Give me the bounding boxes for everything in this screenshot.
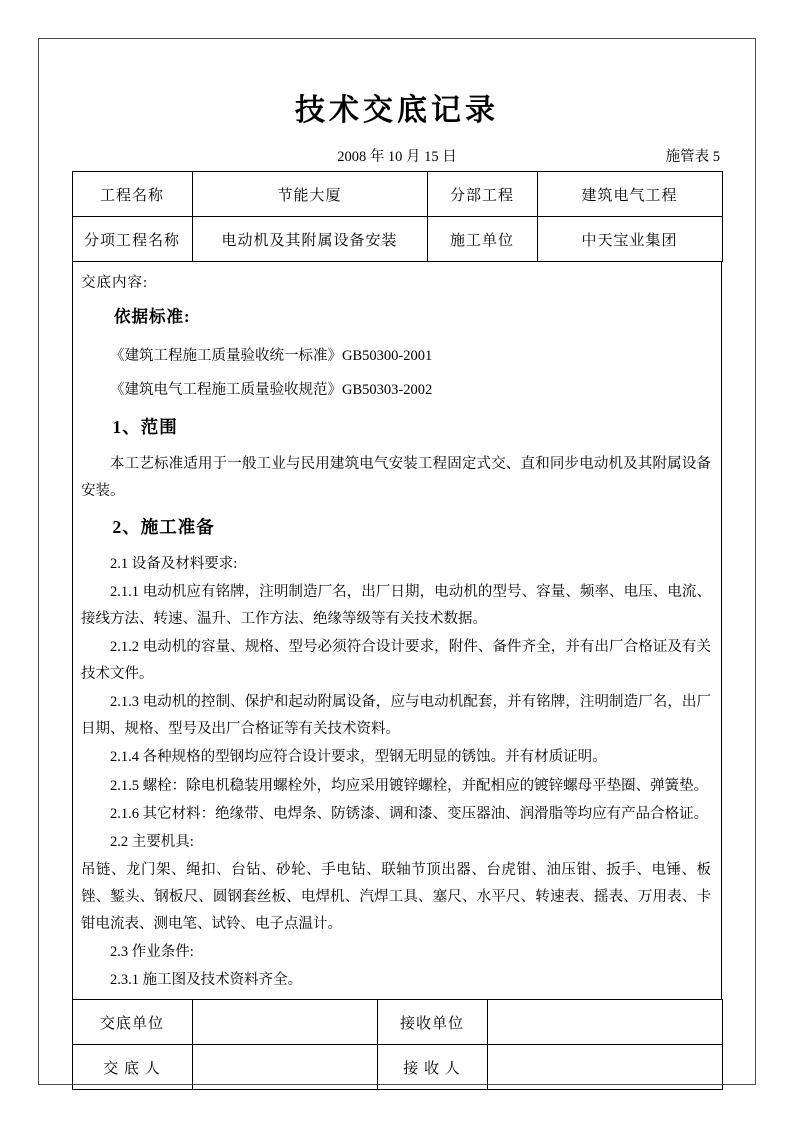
- meta-row: [72, 145, 722, 165]
- content-cell: [73, 262, 722, 1000]
- content-paragraph: 2.1 设备及材料要求:: [110, 555, 238, 572]
- document-date: 2008 年 10 月 15 日: [337, 149, 457, 165]
- page-title: 技术交底记录: [295, 94, 499, 127]
- disclosing-unit-label: 交底单位: [72, 1000, 192, 1045]
- project-name-label: 工程名称: [72, 172, 192, 217]
- project-name-value: 节能大厦: [192, 172, 427, 217]
- content-paragraph: 2.1.5 螺栓：除电机稳装用螺栓外，均应采用镀锌螺栓，并配相应的镀锌螺母平垫圈、弹簧垫。: [110, 777, 709, 794]
- receiver-label: 接 收 人: [377, 1045, 487, 1090]
- content-paragraph: 2.1.4 各种规格的型钢均应符合设计要求，型钢无明显的锈蚀。并有材质证明。: [110, 749, 607, 766]
- discloser-value: [192, 1045, 377, 1090]
- receiving-unit-value: [487, 1000, 722, 1045]
- content-paragraph: 2.2 主要机具:: [110, 833, 194, 850]
- content-paragraph: 2.1.3 电动机的控制、保护和起动附属设备，应与电动机配套，并有铭牌，注明制造厂名，出厂日期、规格、型号及出厂合格证等有关技术资料。: [81, 694, 711, 738]
- content-paragraph: 2.3.1 施工图及技术资料齐全。: [110, 972, 303, 989]
- table-row: [72, 172, 722, 217]
- page-border-frame: [38, 38, 756, 1085]
- construction-unit-label: 施工单位: [427, 217, 537, 262]
- table-row: [72, 1000, 722, 1045]
- disclosing-unit-value: [192, 1000, 377, 1045]
- content-heading: 1、范围: [112, 417, 178, 438]
- content-heading: 依据标准:: [114, 307, 191, 326]
- table-row: [72, 1045, 722, 1090]
- receiving-unit-label: 接收单位: [377, 1000, 487, 1045]
- content-heading: 2、施工准备: [112, 517, 215, 537]
- discloser-label: 交 底 人: [72, 1045, 192, 1090]
- signature-table: [72, 999, 723, 1090]
- project-info-table: [72, 171, 723, 262]
- table-row: [72, 217, 722, 262]
- sub-project-label: 分项工程名称: [72, 217, 192, 262]
- sub-project-value: 电动机及其附属设备安装: [192, 217, 427, 262]
- table-row: [73, 262, 722, 1000]
- content-paragraph: 2.3 作业条件:: [110, 944, 194, 961]
- content-paragraph: 2.1.6 其它材料：绝缘带、电焊条、防锈漆、调和漆、变压器油、润滑脂等均应有产品合格证。: [110, 805, 709, 822]
- content-paragraph: 《建筑工程施工质量验收统一标准》GB50300-2001: [110, 347, 433, 364]
- content-sections: [79, 302, 713, 994]
- receiver-value: [487, 1045, 722, 1090]
- division-work-label: 分部工程: [427, 172, 537, 217]
- content-label: 交底内容:: [81, 275, 149, 291]
- content-paragraph: 《建筑电气工程施工质量验收规范》GB50303-2002: [110, 381, 433, 398]
- form-code: 施管表 5: [665, 149, 720, 165]
- content-paragraph: 本工艺标准适用于一般工业与民用建筑电气安装工程固定式交、直和同步电动机及其附属设备安装。: [81, 455, 711, 499]
- content-paragraph: 2.1.1 电动机应有铭牌，注明制造厂名，出厂日期，电动机的型号、容量、频率、电压、电流、接线方法、转速、温升、工作方法、绝缘等级等有关技术数据。: [81, 583, 711, 627]
- content-paragraph: 2.1.2 电动机的容量、规格、型号必须符合设计要求，附件、备件齐全，并有出厂合格证及有关技术文件。: [81, 639, 711, 683]
- division-work-value: 建筑电气工程: [537, 172, 722, 217]
- content-table: [72, 261, 722, 1000]
- content-paragraph: 吊链、龙门架、绳扣、台钻、砂轮、手电钻、联轴节顶出器、台虎钳、油压钳、扳手、电锤、板锉、錾头、钢板尺、圆钢套丝板、电焊机、汽焊工具、塞尺、水平尺、转速表、摇表、万用表、卡钳电流表、测电笔、试铃、电子点温计。: [81, 861, 711, 933]
- construction-unit-value: 中天宝业集团: [537, 217, 722, 262]
